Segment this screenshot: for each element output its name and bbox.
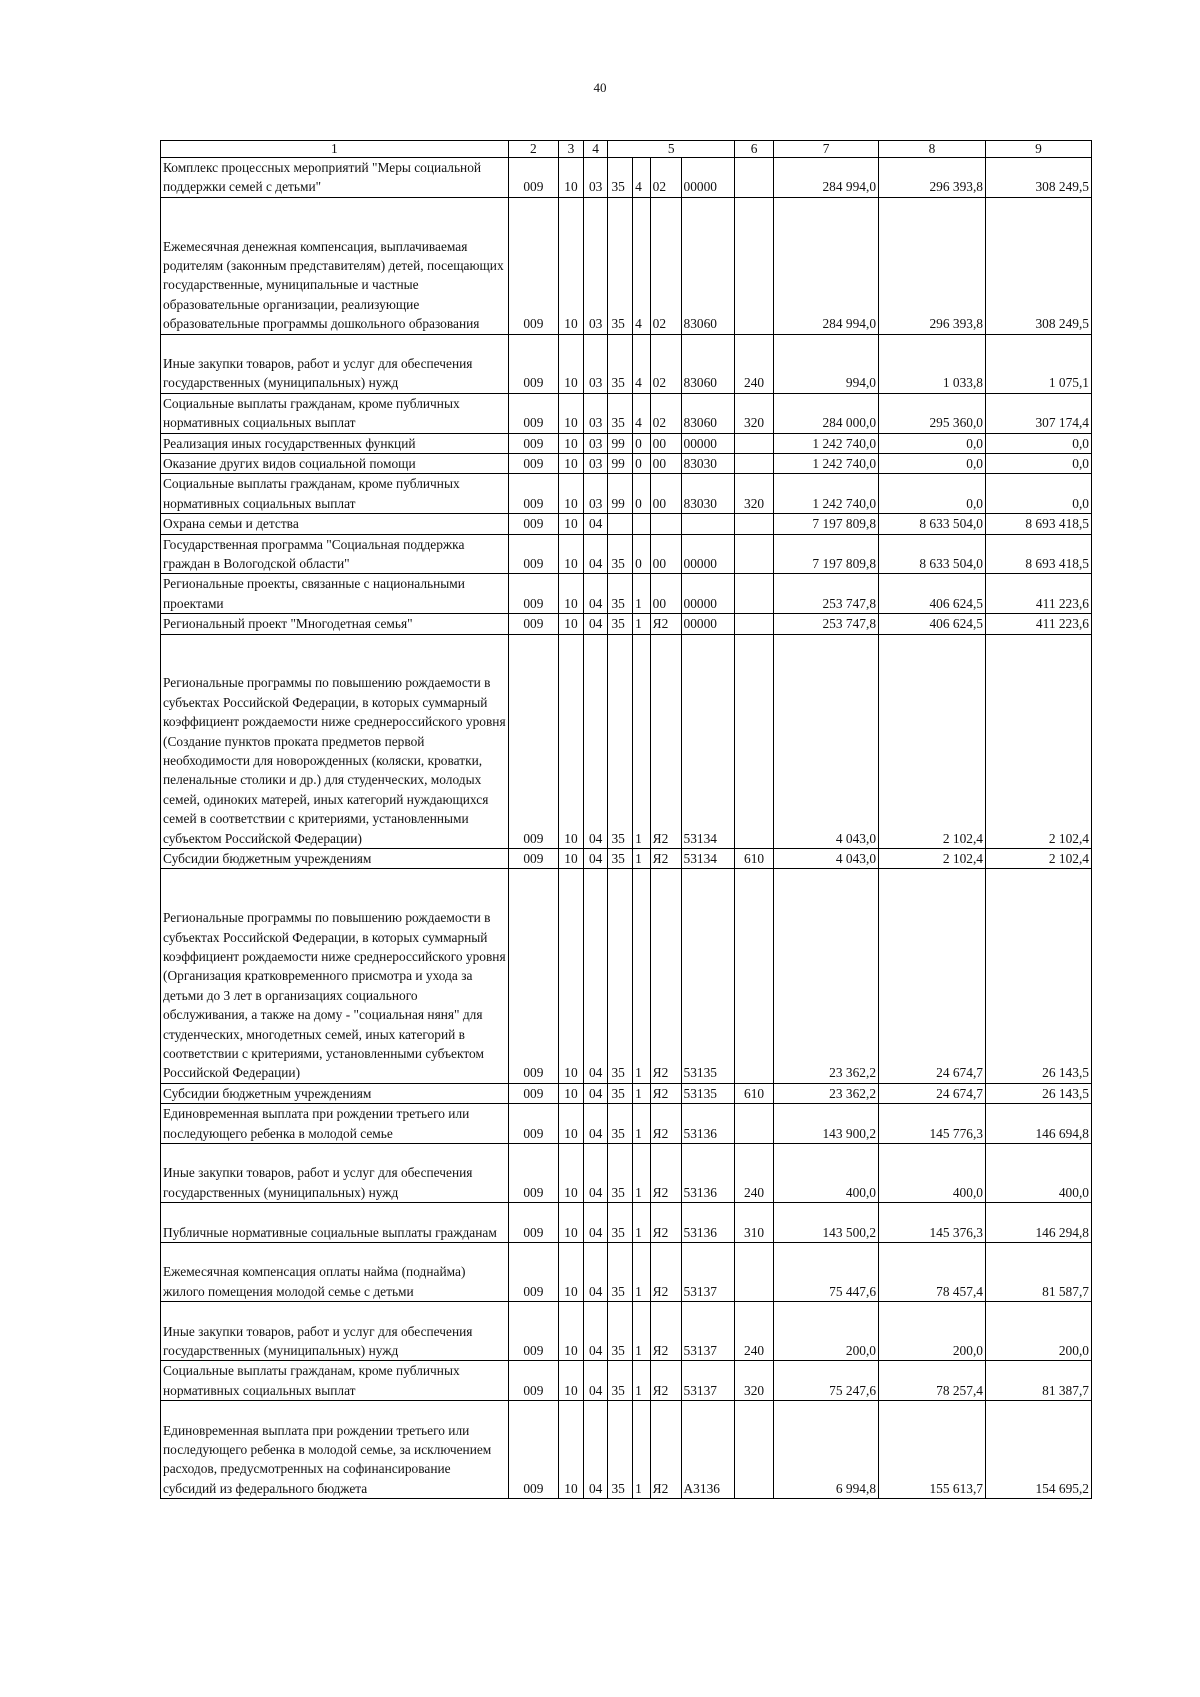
table-row — [161, 534, 1092, 574]
row-code-admin: 009 — [508, 1104, 558, 1144]
row-code-project: Я2 — [650, 634, 681, 848]
row-code-direction: 00000 — [681, 158, 735, 198]
table-row — [161, 454, 1092, 474]
row-code-admin: 009 — [508, 433, 558, 453]
table-row — [161, 614, 1092, 634]
row-code-section: 10 — [559, 1302, 584, 1361]
row-name: Субсидии бюджетным учреждениям — [161, 849, 509, 869]
row-code-program — [608, 514, 633, 534]
header-cell-7: 7 — [774, 141, 879, 158]
row-code-subsection: 04 — [583, 1104, 608, 1144]
row-name: Реализация иных государственных функций — [161, 433, 509, 453]
row-code-direction: 83030 — [681, 474, 735, 514]
row-code-section: 10 — [559, 1144, 584, 1203]
row-name: Государственная программа "Социальная поддержка граждан в Вологодской области" — [161, 534, 509, 574]
row-code-program: 35 — [608, 534, 633, 574]
row-code-admin: 009 — [508, 158, 558, 198]
row-code-subprogram: 1 — [633, 1104, 650, 1144]
row-code-program: 35 — [608, 614, 633, 634]
row-code-section: 10 — [559, 454, 584, 474]
header-cell-5: 5 — [608, 141, 735, 158]
row-name: Региональные программы по повышению рождаемости в субъектах Российской Федерации, в которых суммарный коэффициент рождаемости ниже среднероссийского уровня (Организация кратковременного присмотра и ухода за детьми до 3 лет в организациях социального обслуживания, а также на дому - "социальная няня" для студенческих, многодетных семей, иных категорий в соответствии с критериями, установленными субъектом Российской Федерации) — [161, 869, 509, 1083]
row-code-subsection: 03 — [583, 454, 608, 474]
row-amount-col7: 4 043,0 — [774, 634, 879, 848]
row-amount-col7: 4 043,0 — [774, 849, 879, 869]
row-code-admin: 009 — [508, 1302, 558, 1361]
row-name: Региональные программы по повышению рождаемости в субъектах Российской Федерации, в которых суммарный коэффициент рождаемости ниже среднероссийского уровня (Создание пунктов проката предметов первой необходимости для новорожденных (коляски, кроватки, пеленальные столики и др.) для студенческих, молодых семей, одиноких матерей, иных категорий нуждающихся семей в соответствии с критериями, установленными субъектом Российской Федерации) — [161, 634, 509, 848]
row-code-expense-type: 320 — [735, 393, 774, 433]
table-row — [161, 393, 1092, 433]
row-amount-col8: 0,0 — [879, 474, 986, 514]
row-code-subsection: 04 — [583, 1401, 608, 1499]
row-code-program: 35 — [608, 1302, 633, 1361]
header-cell-3: 3 — [559, 141, 584, 158]
row-name: Публичные нормативные социальные выплаты гражданам — [161, 1203, 509, 1243]
row-amount-col8: 400,0 — [879, 1144, 986, 1203]
row-code-program: 99 — [608, 433, 633, 453]
row-code-direction: 00000 — [681, 534, 735, 574]
row-name: Иные закупки товаров, работ и услуг для обеспечения государственных (муниципальных) нужд — [161, 334, 509, 393]
row-amount-col8: 24 674,7 — [879, 1083, 986, 1103]
row-code-expense-type: 240 — [735, 1302, 774, 1361]
row-code-section: 10 — [559, 869, 584, 1083]
row-amount-col7: 1 242 740,0 — [774, 474, 879, 514]
row-name: Иные закупки товаров, работ и услуг для обеспечения государственных (муниципальных) нужд — [161, 1144, 509, 1203]
header-cell-2: 2 — [508, 141, 558, 158]
row-code-section: 10 — [559, 474, 584, 514]
table-row — [161, 1104, 1092, 1144]
row-amount-col9: 411 223,6 — [986, 574, 1092, 614]
row-code-admin: 009 — [508, 849, 558, 869]
row-amount-col7: 200,0 — [774, 1302, 879, 1361]
row-name: Социальные выплаты гражданам, кроме публичных нормативных социальных выплат — [161, 474, 509, 514]
row-amount-col8: 295 360,0 — [879, 393, 986, 433]
row-code-section: 10 — [559, 393, 584, 433]
row-code-subprogram: 1 — [633, 1203, 650, 1243]
row-code-direction: 00000 — [681, 614, 735, 634]
row-code-admin: 009 — [508, 1083, 558, 1103]
row-code-subsection: 04 — [583, 614, 608, 634]
row-code-section: 10 — [559, 1361, 584, 1401]
row-code-section: 10 — [559, 334, 584, 393]
row-code-project: 00 — [650, 433, 681, 453]
table-row — [161, 514, 1092, 534]
table-header-row — [161, 141, 1092, 158]
budget-table — [160, 140, 1092, 1499]
row-code-program: 35 — [608, 197, 633, 334]
row-code-direction: 53136 — [681, 1144, 735, 1203]
row-code-admin: 009 — [508, 1361, 558, 1401]
row-code-subsection: 03 — [583, 393, 608, 433]
row-code-expense-type — [735, 197, 774, 334]
row-amount-col9: 81 387,7 — [986, 1361, 1092, 1401]
table-row — [161, 574, 1092, 614]
row-name: Единовременная выплата при рождении третьего или последующего ребенка в молодой семье — [161, 1104, 509, 1144]
row-code-direction: 53136 — [681, 1203, 735, 1243]
row-name: Оказание других видов социальной помощи — [161, 454, 509, 474]
table-body — [161, 158, 1092, 1499]
table-row — [161, 1203, 1092, 1243]
row-amount-col8: 78 457,4 — [879, 1243, 986, 1302]
row-code-direction: А3136 — [681, 1401, 735, 1499]
row-code-program: 35 — [608, 1401, 633, 1499]
row-code-subsection: 04 — [583, 574, 608, 614]
row-code-subsection: 03 — [583, 474, 608, 514]
row-code-section: 10 — [559, 614, 584, 634]
row-amount-col9: 2 102,4 — [986, 634, 1092, 848]
row-code-project: 00 — [650, 474, 681, 514]
row-amount-col9: 146 694,8 — [986, 1104, 1092, 1144]
row-code-project: 00 — [650, 574, 681, 614]
row-code-subprogram: 0 — [633, 433, 650, 453]
row-amount-col8: 406 624,5 — [879, 614, 986, 634]
row-amount-col7: 253 747,8 — [774, 614, 879, 634]
table-row — [161, 849, 1092, 869]
row-code-admin: 009 — [508, 574, 558, 614]
row-code-project: Я2 — [650, 1243, 681, 1302]
row-code-expense-type — [735, 869, 774, 1083]
row-amount-col8: 0,0 — [879, 433, 986, 453]
table-row — [161, 334, 1092, 393]
row-amount-col9: 8 693 418,5 — [986, 534, 1092, 574]
row-code-project: Я2 — [650, 1104, 681, 1144]
row-code-expense-type: 320 — [735, 474, 774, 514]
row-code-expense-type: 240 — [735, 1144, 774, 1203]
row-amount-col7: 1 242 740,0 — [774, 454, 879, 474]
row-code-subsection: 03 — [583, 197, 608, 334]
row-code-admin: 009 — [508, 634, 558, 848]
row-code-expense-type — [735, 534, 774, 574]
row-code-admin: 009 — [508, 1203, 558, 1243]
row-amount-col7: 23 362,2 — [774, 869, 879, 1083]
row-code-subprogram: 1 — [633, 574, 650, 614]
row-code-subsection: 04 — [583, 849, 608, 869]
row-amount-col9: 154 695,2 — [986, 1401, 1092, 1499]
row-code-admin: 009 — [508, 197, 558, 334]
row-code-project: Я2 — [650, 1302, 681, 1361]
row-amount-col7: 284 994,0 — [774, 197, 879, 334]
row-code-subprogram: 1 — [633, 849, 650, 869]
row-code-section: 10 — [559, 1104, 584, 1144]
row-code-expense-type: 240 — [735, 334, 774, 393]
row-amount-col7: 143 900,2 — [774, 1104, 879, 1144]
row-amount-col7: 7 197 809,8 — [774, 514, 879, 534]
row-code-expense-type — [735, 1243, 774, 1302]
row-code-direction: 00000 — [681, 574, 735, 614]
row-code-expense-type — [735, 1401, 774, 1499]
row-name: Иные закупки товаров, работ и услуг для обеспечения государственных (муниципальных) нужд — [161, 1302, 509, 1361]
row-code-section: 10 — [559, 574, 584, 614]
table-row — [161, 1401, 1092, 1499]
row-code-subsection: 04 — [583, 534, 608, 574]
row-code-admin: 009 — [508, 534, 558, 574]
row-code-program: 35 — [608, 393, 633, 433]
row-code-subsection: 04 — [583, 1302, 608, 1361]
row-amount-col8: 0,0 — [879, 454, 986, 474]
row-code-program: 35 — [608, 1243, 633, 1302]
row-code-subprogram: 1 — [633, 1401, 650, 1499]
row-code-direction: 53136 — [681, 1104, 735, 1144]
row-code-expense-type: 320 — [735, 1361, 774, 1401]
row-code-section: 10 — [559, 634, 584, 848]
row-code-program: 35 — [608, 849, 633, 869]
header-cell-9: 9 — [986, 141, 1092, 158]
row-code-direction: 00000 — [681, 433, 735, 453]
table-row — [161, 634, 1092, 848]
row-amount-col8: 8 633 504,0 — [879, 514, 986, 534]
row-code-subsection: 03 — [583, 334, 608, 393]
row-amount-col8: 145 376,3 — [879, 1203, 986, 1243]
row-code-expense-type — [735, 433, 774, 453]
row-code-program: 35 — [608, 869, 633, 1083]
table-row — [161, 1361, 1092, 1401]
row-code-section: 10 — [559, 158, 584, 198]
row-code-direction: 53137 — [681, 1302, 735, 1361]
row-code-subprogram: 0 — [633, 454, 650, 474]
row-code-subsection: 04 — [583, 634, 608, 848]
row-code-admin: 009 — [508, 393, 558, 433]
row-name: Субсидии бюджетным учреждениям — [161, 1083, 509, 1103]
row-amount-col8: 2 102,4 — [879, 634, 986, 848]
row-name: Ежемесячная компенсация оплаты найма (поднайма) жилого помещения молодой семье с детьми — [161, 1243, 509, 1302]
row-code-direction: 53137 — [681, 1243, 735, 1302]
row-code-expense-type — [735, 158, 774, 198]
row-code-admin: 009 — [508, 454, 558, 474]
row-amount-col9: 400,0 — [986, 1144, 1092, 1203]
row-name: Социальные выплаты гражданам, кроме публичных нормативных социальных выплат — [161, 393, 509, 433]
row-amount-col7: 284 000,0 — [774, 393, 879, 433]
row-code-direction: 83060 — [681, 393, 735, 433]
row-code-section: 10 — [559, 1401, 584, 1499]
row-amount-col9: 200,0 — [986, 1302, 1092, 1361]
row-code-project: Я2 — [650, 849, 681, 869]
row-code-subsection: 04 — [583, 1083, 608, 1103]
row-amount-col9: 146 294,8 — [986, 1203, 1092, 1243]
row-code-subsection: 04 — [583, 514, 608, 534]
row-code-section: 10 — [559, 849, 584, 869]
row-name: Региональные проекты, связанные с национальными проектами — [161, 574, 509, 614]
row-code-expense-type: 310 — [735, 1203, 774, 1243]
row-code-expense-type: 610 — [735, 1083, 774, 1103]
row-amount-col8: 145 776,3 — [879, 1104, 986, 1144]
row-amount-col7: 284 994,0 — [774, 158, 879, 198]
row-code-subprogram: 4 — [633, 197, 650, 334]
row-name: Ежемесячная денежная компенсация, выплачиваемая родителям (законным представителям) детей, посещающих государственные, муниципальные и частные образовательные организации, реализующие образовательные программы дошкольного образования — [161, 197, 509, 334]
row-code-program: 35 — [608, 1203, 633, 1243]
row-code-direction: 53135 — [681, 869, 735, 1083]
row-code-admin: 009 — [508, 869, 558, 1083]
row-code-project: 00 — [650, 454, 681, 474]
table-row — [161, 1243, 1092, 1302]
row-amount-col7: 6 994,8 — [774, 1401, 879, 1499]
row-code-program: 35 — [608, 1144, 633, 1203]
row-code-subsection: 04 — [583, 1361, 608, 1401]
row-name: Комплекс процессных мероприятий "Меры социальной поддержки семей с детьми" — [161, 158, 509, 198]
row-code-admin: 009 — [508, 334, 558, 393]
row-amount-col9: 1 075,1 — [986, 334, 1092, 393]
row-code-subprogram: 1 — [633, 1302, 650, 1361]
row-code-admin: 009 — [508, 474, 558, 514]
row-code-subprogram: 1 — [633, 869, 650, 1083]
row-name: Региональный проект "Многодетная семья" — [161, 614, 509, 634]
row-name: Единовременная выплата при рождении третьего или последующего ребенка в молодой семье, за исключением расходов, предусмотренных на софинансирование субсидий из федерального бюджета — [161, 1401, 509, 1499]
row-code-admin: 009 — [508, 1401, 558, 1499]
row-amount-col7: 400,0 — [774, 1144, 879, 1203]
row-code-subsection: 03 — [583, 433, 608, 453]
row-code-section: 10 — [559, 1203, 584, 1243]
row-code-direction: 53134 — [681, 634, 735, 848]
row-code-subprogram: 0 — [633, 534, 650, 574]
row-amount-col9: 308 249,5 — [986, 197, 1092, 334]
row-code-section: 10 — [559, 534, 584, 574]
row-code-expense-type — [735, 454, 774, 474]
row-code-project: Я2 — [650, 1144, 681, 1203]
row-code-section: 10 — [559, 514, 584, 534]
row-code-project: 02 — [650, 158, 681, 198]
row-amount-col7: 75 247,6 — [774, 1361, 879, 1401]
row-amount-col7: 7 197 809,8 — [774, 534, 879, 574]
row-code-subprogram: 1 — [633, 634, 650, 848]
table-row — [161, 1083, 1092, 1103]
row-code-subsection: 04 — [583, 1203, 608, 1243]
table-row — [161, 1302, 1092, 1361]
row-amount-col7: 143 500,2 — [774, 1203, 879, 1243]
row-code-expense-type: 610 — [735, 849, 774, 869]
row-code-subprogram: 1 — [633, 1361, 650, 1401]
row-code-direction: 83060 — [681, 197, 735, 334]
row-amount-col9: 8 693 418,5 — [986, 514, 1092, 534]
row-amount-col7: 75 447,6 — [774, 1243, 879, 1302]
row-amount-col8: 155 613,7 — [879, 1401, 986, 1499]
row-code-project: 02 — [650, 197, 681, 334]
table-row — [161, 433, 1092, 453]
table-row — [161, 197, 1092, 334]
table-row — [161, 158, 1092, 198]
row-code-project: Я2 — [650, 1361, 681, 1401]
row-code-direction: 53134 — [681, 849, 735, 869]
row-code-subprogram: 4 — [633, 393, 650, 433]
row-code-direction: 53137 — [681, 1361, 735, 1401]
row-code-project: Я2 — [650, 1203, 681, 1243]
header-cell-4: 4 — [583, 141, 608, 158]
header-cell-8: 8 — [879, 141, 986, 158]
row-code-project: Я2 — [650, 1401, 681, 1499]
row-code-subprogram: 4 — [633, 158, 650, 198]
row-code-admin: 009 — [508, 514, 558, 534]
row-amount-col9: 26 143,5 — [986, 1083, 1092, 1103]
row-amount-col8: 24 674,7 — [879, 869, 986, 1083]
row-code-expense-type — [735, 514, 774, 534]
row-code-admin: 009 — [508, 614, 558, 634]
row-amount-col9: 0,0 — [986, 433, 1092, 453]
row-code-direction: 53135 — [681, 1083, 735, 1103]
row-name: Социальные выплаты гражданам, кроме публичных нормативных социальных выплат — [161, 1361, 509, 1401]
row-code-program: 35 — [608, 158, 633, 198]
row-amount-col8: 2 102,4 — [879, 849, 986, 869]
row-code-section: 10 — [559, 1243, 584, 1302]
row-code-program: 99 — [608, 474, 633, 514]
row-code-program: 35 — [608, 634, 633, 848]
row-code-program: 35 — [608, 1104, 633, 1144]
row-amount-col9: 81 587,7 — [986, 1243, 1092, 1302]
row-code-expense-type — [735, 634, 774, 848]
row-code-expense-type — [735, 614, 774, 634]
row-amount-col7: 253 747,8 — [774, 574, 879, 614]
row-code-program: 35 — [608, 1361, 633, 1401]
row-code-project — [650, 514, 681, 534]
row-code-subsection: 03 — [583, 158, 608, 198]
row-code-subsection: 04 — [583, 869, 608, 1083]
header-cell-6: 6 — [735, 141, 774, 158]
page-number: 40 — [593, 80, 607, 95]
row-amount-col9: 0,0 — [986, 474, 1092, 514]
row-code-section: 10 — [559, 197, 584, 334]
row-amount-col9: 307 174,4 — [986, 393, 1092, 433]
row-amount-col8: 78 257,4 — [879, 1361, 986, 1401]
row-amount-col8: 296 393,8 — [879, 197, 986, 334]
row-code-admin: 009 — [508, 1243, 558, 1302]
row-amount-col8: 200,0 — [879, 1302, 986, 1361]
row-code-subprogram: 4 — [633, 334, 650, 393]
row-code-subsection: 04 — [583, 1243, 608, 1302]
row-amount-col7: 994,0 — [774, 334, 879, 393]
row-code-program: 35 — [608, 1083, 633, 1103]
table-row — [161, 869, 1092, 1083]
row-code-expense-type — [735, 574, 774, 614]
row-code-subprogram: 0 — [633, 474, 650, 514]
row-code-direction — [681, 514, 735, 534]
row-code-program: 35 — [608, 574, 633, 614]
row-code-section: 10 — [559, 433, 584, 453]
row-amount-col9: 2 102,4 — [986, 849, 1092, 869]
row-code-project: Я2 — [650, 614, 681, 634]
row-code-subprogram: 1 — [633, 614, 650, 634]
row-code-subprogram — [633, 514, 650, 534]
row-code-project: 02 — [650, 393, 681, 433]
row-code-subprogram: 1 — [633, 1243, 650, 1302]
row-amount-col7: 23 362,2 — [774, 1083, 879, 1103]
row-code-expense-type — [735, 1104, 774, 1144]
row-amount-col9: 411 223,6 — [986, 614, 1092, 634]
row-code-admin: 009 — [508, 1144, 558, 1203]
row-code-program: 99 — [608, 454, 633, 474]
header-cell-1: 1 — [161, 141, 509, 158]
table-row — [161, 474, 1092, 514]
row-amount-col7: 1 242 740,0 — [774, 433, 879, 453]
row-amount-col8: 406 624,5 — [879, 574, 986, 614]
row-code-subprogram: 1 — [633, 1083, 650, 1103]
table-row — [161, 1144, 1092, 1203]
row-name: Охрана семьи и детства — [161, 514, 509, 534]
row-code-project: Я2 — [650, 1083, 681, 1103]
row-amount-col8: 296 393,8 — [879, 158, 986, 198]
row-code-project: 00 — [650, 534, 681, 574]
row-code-direction: 83060 — [681, 334, 735, 393]
row-amount-col9: 0,0 — [986, 454, 1092, 474]
row-amount-col9: 26 143,5 — [986, 869, 1092, 1083]
row-code-section: 10 — [559, 1083, 584, 1103]
row-amount-col8: 8 633 504,0 — [879, 534, 986, 574]
row-amount-col9: 308 249,5 — [986, 158, 1092, 198]
row-code-direction: 83030 — [681, 454, 735, 474]
row-code-project: Я2 — [650, 869, 681, 1083]
row-code-subsection: 04 — [583, 1144, 608, 1203]
row-code-program: 35 — [608, 334, 633, 393]
row-code-subprogram: 1 — [633, 1144, 650, 1203]
row-amount-col8: 1 033,8 — [879, 334, 986, 393]
row-code-project: 02 — [650, 334, 681, 393]
